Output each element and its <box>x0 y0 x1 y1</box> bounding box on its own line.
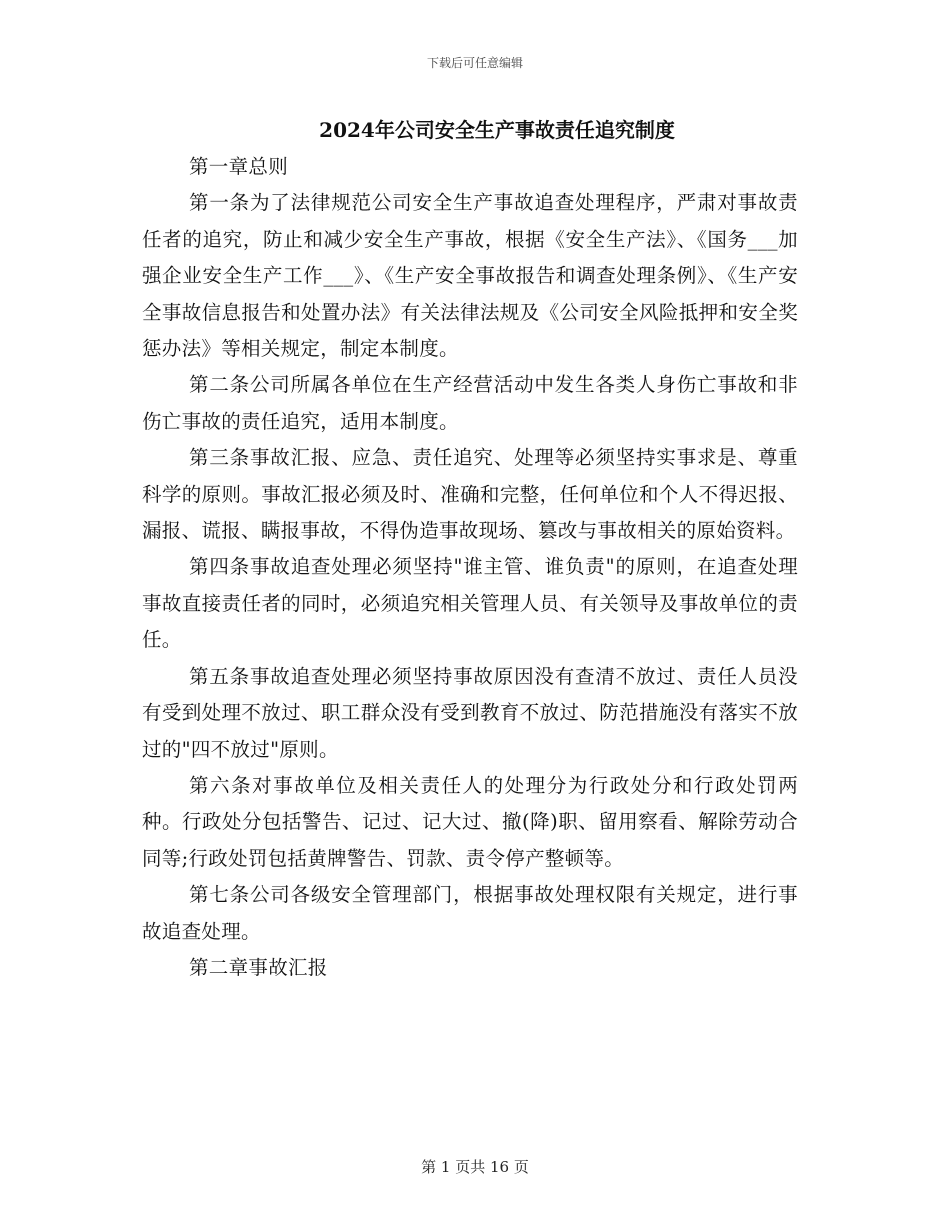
body-paragraph: 第一条为了法律规范公司安全生产事故追查处理程序，严肃对事故责任者的追究，防止和减少安全生产事故，根据《安全生产法》、《国务___加强企业安全生产工作___》、《生产安全事故报告和调查处理条例》、《生产安全事故信息报告和处置办法》有关法律法规及《公司安全风险抵押和安全奖惩办法》等相关规定，制定本制度。 <box>142 191 798 361</box>
document-body <box>142 149 798 986</box>
body-paragraph: 第三条事故汇报、应急、责任追究、处理等必须坚持实事求是、尊重科学的原则。事故汇报必须及时、准确和完整，任何单位和个人不得迟报、漏报、谎报、瞒报事故，不得伪造事故现场、篡改与事故相关的原始资料。 <box>142 446 798 543</box>
body-paragraph: 第六条对事故单位及相关责任人的处理分为行政处分和行政处罚两种。行政处分包括警告、记过、记大过、撤(降)职、留用察看、解除劳动合同等;行政处罚包括黄牌警告、罚款、责令停产整顿等。 <box>142 773 798 870</box>
body-paragraph: 第五条事故追查处理必须坚持事故原因没有查清不放过、责任人员没有受到处理不放过、职工群众没有受到教育不放过、防范措施没有落实不放过的"四不放过"原则。 <box>142 664 798 761</box>
document-title: 2024年公司安全生产事故责任追究制度 <box>319 118 675 142</box>
chapter-heading: 第二章事故汇报 <box>189 955 328 979</box>
body-paragraph: 第七条公司各级安全管理部门，根据事故处理权限有关规定，进行事故追查处理。 <box>142 883 798 943</box>
body-paragraph: 第二条公司所属各单位在生产经营活动中发生各类人身伤亡事故和非伤亡事故的责任追究，适用本制度。 <box>142 373 798 433</box>
chapter-heading: 第一章总则 <box>189 155 289 178</box>
body-paragraph: 第四条事故追查处理必须坚持"谁主管、谁负责"的原则，在追查处理事故直接责任者的同时，必须追究相关管理人员、有关领导及事故单位的责任。 <box>142 555 798 652</box>
header-note: 下载后可任意编辑 <box>426 56 523 70</box>
page-footer: 第 1 页共 16 页 <box>421 1158 529 1176</box>
